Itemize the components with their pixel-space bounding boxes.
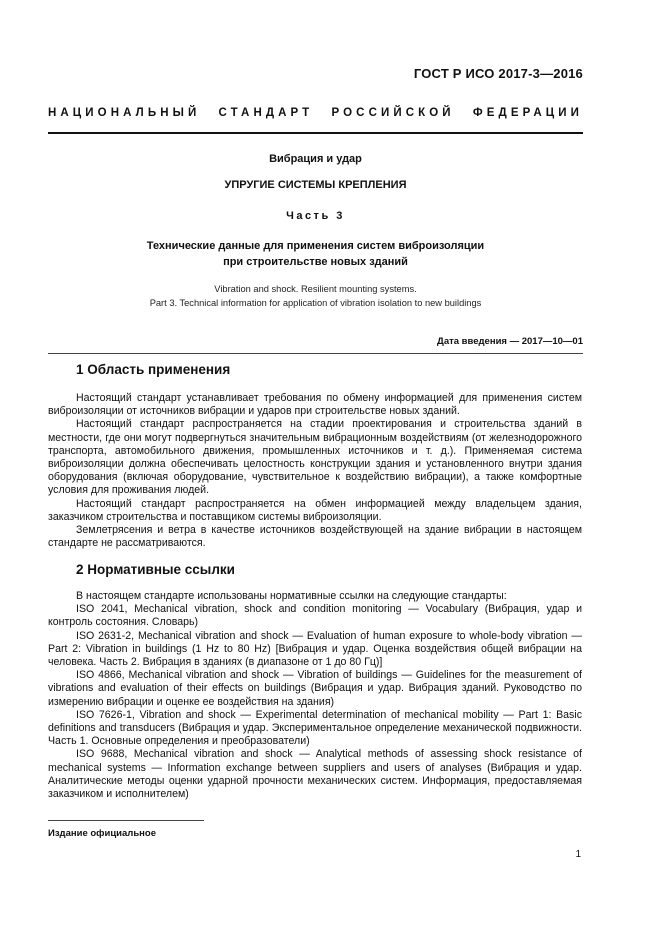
section-2-heading: 2 Нормативные ссылки [76,562,235,577]
section-1-heading: 1 Область применения [76,362,231,377]
english-title [48,282,583,310]
reference-item: ISO 9688, Mechanical vibration and shock — Analytical methods of assessing shock resistance of mechanical systems — Information exchange between suppliers and users of analyses (Вибрация и удар. Аналитические методы оценки ударной прочности механических систем. Информация, предоставляемая заказчиком и исполнителем) [48,748,582,801]
section-1-paragraph: Землетрясения и ветра в качестве источников воздействующей на здание вибрации в настоящем стандарте не рассматриваются. [48,524,582,550]
page-number: 1 [575,849,581,860]
footer-divider [48,820,204,821]
section-1-body [48,392,582,550]
official-edition-label: Издание официальное [48,828,156,839]
introduction-date: Дата введения — 2017—10—01 [437,336,583,347]
document-code: ГОСТ Р ИСО 2017-3—2016 [413,66,583,81]
subtitle [48,238,583,270]
reference-item: ISO 7626-1, Vibration and shock — Experimental determination of mechanical mobility — Part 1: Basic definitions and transducers (Вибрация и удар. Экспериментальное определение механической подвижности. Часть 1. Основные определения и преобразователи) [48,708,582,748]
part-label: Часть 3 [286,210,345,222]
subtitle-line-2: при строительстве новых зданий [223,256,408,268]
date-divider [48,353,583,354]
section-2-paragraph: В настоящем стандарте использованы нормативные ссылки на следующие стандарты: [76,590,507,602]
english-title-line-2: Part 3. Technical information for application of vibration isolation to new buildings [149,298,482,308]
standard-organization-line: НАЦИОНАЛЬНЫЙ СТАНДАРТ РОССИЙСКОЙ ФЕДЕРАЦИИ [48,107,583,119]
reference-item: ISO 4866, Mechanical vibration and shock — Vibration of buildings — Guidelines for the measurement of vibrations and evaluation of their effects on buildings (Вибрация и удар. Вибрация зданий. Руководство по измерению вибрации и оценке ее воздействия на здания) [48,669,582,708]
reference-item: ISO 2631-2, Mechanical vibration and shock — Evaluation of human exposure to whole-body vibration — Part 2: Vibration in buildings (1 Hz to 80 Hz) [Вибрация и удар. Оценка воздействия общей вибрации на человека. Часть 2. Вибрация в зданиях (в диапазоне от 1 до 80 Гц)] [48,629,582,669]
section-1-paragraph: Настоящий стандарт распространяется на обмен информацией между владельцем здания, заказчиком строительства и поставщиком системы виброизоляции. [48,497,582,523]
reference-item: ISO 2041, Mechanical vibration, shock and condition monitoring — Vocabulary (Вибрация, удар и контроль состояния. Словарь) [48,603,582,629]
subtitle-line-1: Технические данные для применения систем виброизоляции [146,240,485,252]
english-title-line-1: Vibration and shock. Resilient mounting systems. [214,284,417,294]
title-line-2: УПРУГИЕ СИСТЕМЫ КРЕПЛЕНИЯ [224,179,407,191]
section-1-paragraph: Настоящий стандарт устанавливает требования по обмену информацией для применения систем виброизоляции от источников вибрации и ударов при строительстве новых зданий. [48,392,582,418]
header-divider [48,132,583,134]
title-line-1: Вибрация и удар [269,153,362,165]
section-1-paragraph: Настоящий стандарт распространяется на стадии проектирования и строительства зданий в местности, где они могут подвергнуться значительным вибрационным воздействиям (от железнодорожного транспорта, автомобильного движения, промышленных источников и т. д.). Применяемая система виброизоляции должна обеспечивать целостность конструкции здания и установленного внутри здания оборудования (включая оборудование, чувствительное к воздействию вибрации), а также комфортные условия для проживания людей. [48,418,582,497]
section-2-body [48,590,582,801]
